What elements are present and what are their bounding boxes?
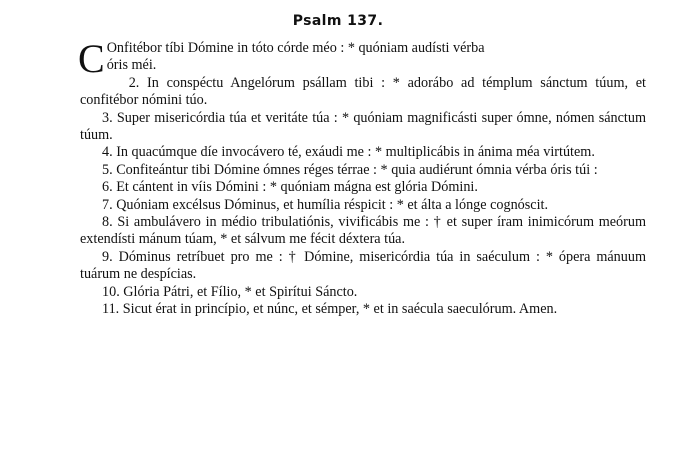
verse-1-line-1: Onfitébor tíbi Dómine in tóto córde méo : * quóniam audísti vérba	[106, 40, 485, 56]
drop-cap: C	[78, 36, 105, 81]
verse-9: 9. Dóminus retríbuet pro me : † Dómine, misericórdia túa in saéculum : * ópera mánuum tuárum ne despícias.	[80, 248, 646, 283]
verse-10: 10. Glória Pátri, et Fílio, * et Spirítui Sáncto.	[102, 283, 358, 300]
verse-8: 8. Si ambulávero in médio tribulatiónis, vivificábis me : † et super íram inimicórum meórum extendísti mánum túam, * et sálvum me fécit déxtera túa.	[80, 214, 646, 248]
verse-1	[78, 36, 646, 81]
verse-3: 3. Super misericórdia túa et veritáte túa : * quóniam magnificásti super ómne, nómen sánctum túum.	[80, 109, 646, 144]
verse-1-line-2: óris méi.	[106, 57, 157, 74]
verse-7: 7. Quóniam excélsus Dóminus, et humília réspicit : * et álta a lónge cognóscit.	[102, 196, 549, 213]
verse-5: 5. Confiteántur tibi Dómine ómnes réges térrae : * quia audiérunt ómnia vérba óris túi :	[102, 161, 598, 178]
verse-4: 4. In quacúmque díe invocávero té, exáudi me : * multiplicábis in ánima méa virtútem.	[102, 144, 595, 161]
verse-6: 6. Et cántent in víis Dómini : * quóniam mágna est glória Dómini.	[102, 179, 478, 196]
page-title: Psalm 137.	[292, 13, 384, 29]
psalm-text	[78, 36, 646, 319]
verse-2: 2. In conspéctu Angelórum psállam tibi : * adorábo ad témplum sánctum túum, et confitébor nómini túo.	[80, 74, 646, 109]
verse-11: 11. Sicut érat in princípio, et núnc, et sémper, * et in saécula saeculórum. Amen.	[102, 301, 558, 318]
